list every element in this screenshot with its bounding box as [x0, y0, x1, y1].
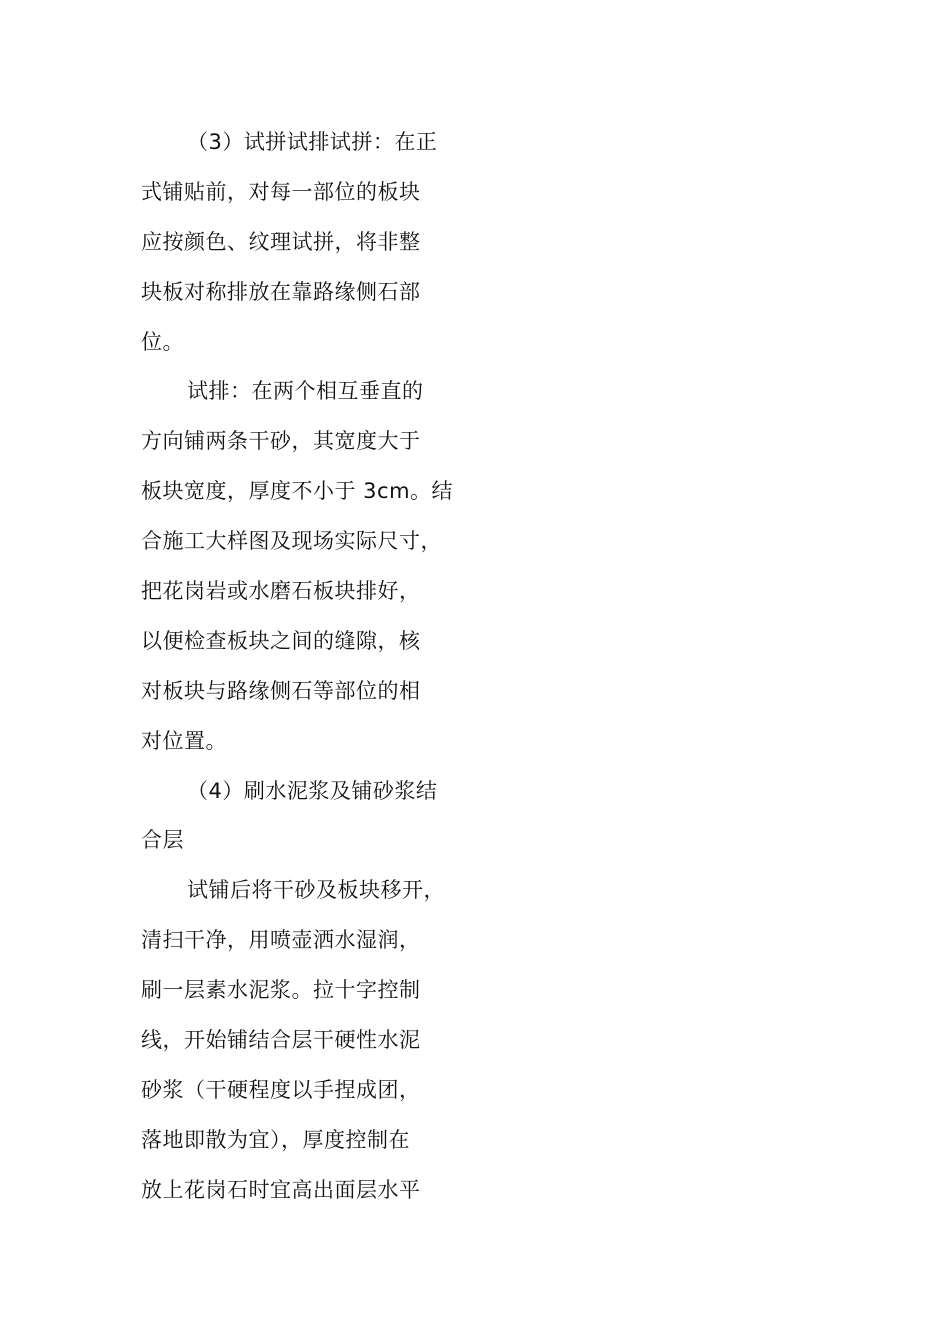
text-line: 把花岗岩或水磨石板块排好，: [141, 579, 421, 604]
text-line: 放上花岗石时宜高出面层水平: [141, 1177, 421, 1202]
body-text: [141, 118, 471, 1216]
text-line: 刷一层素水泥浆。拉十字控制: [141, 978, 421, 1003]
text-line: 对板块与路缘侧石等部位的相: [141, 678, 421, 703]
paragraph-start: 试排：在两个相互垂直的: [187, 379, 424, 404]
text-line: 合施工大样图及现场实际尺寸，: [141, 529, 442, 554]
text-line: 方向铺两条干砂，其宽度大于: [141, 429, 421, 454]
paragraph-start: 试铺后将干砂及板块移开，: [187, 878, 445, 903]
text-line: 砂浆（干硬程度以手捏成团，: [141, 1077, 421, 1102]
text-line: 应按颜色、纹理试拼，将非整: [141, 229, 421, 254]
paragraph-heading-4: （4）刷水泥浆及铺砂浆结: [187, 778, 438, 803]
text-line: 对位置。: [141, 728, 227, 753]
text-line: 式铺贴前，对每一部位的板块: [141, 179, 421, 204]
text-line: 清扫干净，用喷壶洒水湿润，: [141, 928, 421, 953]
text-line: 位。: [141, 329, 184, 354]
text-line: 落地即散为宜），厚度控制在: [141, 1127, 410, 1152]
text-line: 板块宽度，厚度不小于 3cm。结: [141, 479, 454, 504]
text-line: 块板对称排放在靠路缘侧石部: [141, 279, 421, 304]
text-line: 线，开始铺结合层干硬性水泥: [141, 1028, 421, 1053]
text-line: 合层: [141, 828, 184, 853]
paragraph-heading-3: （3）试拼试排试拼：在正: [187, 130, 438, 154]
text-line: 以便检查板块之间的缝隙，核: [141, 628, 421, 653]
